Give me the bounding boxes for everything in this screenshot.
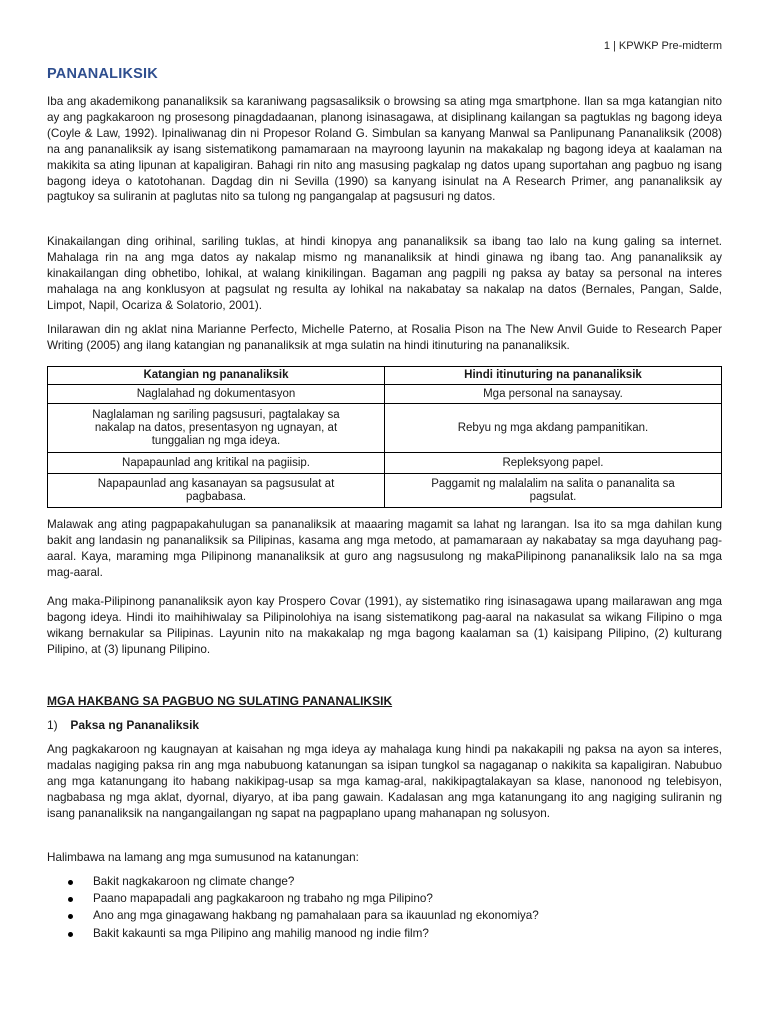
table-cell: Naglalaman ng sariling pagsusuri, pagtalakay sa nakalap na datos, presentasyon ng ugnayan, at tunggalian ng mga ideya. [48,404,385,453]
table-cell: Napapaunlad ang kritikal na pagiisip. [48,453,385,474]
section-heading: MGA HAKBANG SA PAGBUO NG SULATING PANANALIKSIK [47,694,393,708]
paragraph-paksa: Ang pagkakaroon ng kaugnayan at kaisahan ng mga ideya ay mahalaga kung hindi pa nakakapili ng paksa na ayon sa interes, madalas nagiging paksa rin ang mga nabubuong katanungan sa isipan tungkol sa nagaganap o nakikita sa kapaligiran. Nabubuo ang mga katanungang ito habang nakikipag-usap sa mga kamag-aral, nakikipagtalakayan sa klase, nanonood ng telebisyon, nagbabasa ng mga aklat, dyornal, diyaryo, at iba pang gawain. Kadalasan ang mga katanungang ito ang nagiging suliranin ng isang pananaliksik na nangangailangan ng sapat na pagpaplano upang mahanapan ng solusyon. [47,743,722,820]
paragraph-anvil-guide: Inilarawan din ng aklat nina Marianne Perfecto, Michelle Paterno, at Rosalia Pison na The New Anvil Guide to Research Paper Writing (2005) ang ilang katangian ng pananaliksik at mga sulatin na hindi itinuturing na pananaliksik. [47,323,722,352]
list-item [47,925,539,942]
list-item-text: Ano ang mga ginagawang hakbang ng pamahalaan para sa ikauunlad ng ekonomiya? [93,909,539,923]
paragraph-halimbawa: Halimbawa na lamang ang mga sumusunod na katanungan: [47,851,359,864]
bullet-icon [68,932,73,937]
comparison-table [47,366,722,508]
page-header: 1 | KPWKP Pre-midterm [603,40,722,52]
table-header-row [48,367,722,385]
list-item [47,873,539,890]
step-number: 1) [47,718,58,732]
table-cell: Naglalahad ng dokumentasyon [48,385,385,404]
table-cell: Repleksyong papel. [385,453,722,474]
list-item [47,890,539,907]
list-item-text: Bakit kakaunti sa mga Pilipino ang mahilig manood ng indie film? [93,926,429,940]
paragraph-intro: Iba ang akademikong pananaliksik sa karaniwang pagsasaliksik o browsing sa ating mga smartphone. Ilan sa mga katangian nito ay ang pagkakaroon ng prosesong pinagdadaanan, planong isinasagawa, at disiplinang kailangan sa pagtuklas ng bagong ideya (Coyle & Law, 1992). Ipinaliwanag din ni Propesor Roland G. Simbulan sa kanyang Manwal sa Panlipunang Pananaliksik (2008) na ang pananaliksik ay isang sistematikong pamamaraan na mayroong layunin na makakalap ng bagong ideya at kaalaman na makikita sa ating lipunan at kapaligiran. Bahagi rin nito ang masusing pagkalap ng datos upang suportahan ang pagbuo ng isang bagong ideya o katotohanan. Dagdag din ni Sevilla (1990) sa kanyang isinulat na A Research Primer, ang pananaliksik ay pagtukoy sa suliranin at paglutas nito sa tulong ng pangangalap at pagsusuri ng datos. [47,95,722,204]
table-cell: Paggamit ng malalalim na salita o pananalita sa pagsulat. [385,474,722,508]
step-label: Paksa ng Pananaliksik [70,718,200,732]
table-header-cell: Hindi itinuturing na pananaliksik [385,367,722,385]
question-list [47,873,539,942]
bullet-icon [68,880,73,885]
table-row [48,453,722,474]
paragraph-malawak: Malawak ang ating pagpapakahulugan sa pananaliksik at maaaring magamit sa lahat ng larangan. Isa ito sa mga dahilan kung bakit ang landasin ng pananaliksik sa Pilipinas, kasama ang mga metodo, at pamamaraan ay nakabatay sa mga dayuhang pag-aaral. Kaya, maraming mga Pilipinong mananaliksik at guro ang nagsusulong ng makaPilipinong pananaliksik lalo na sa mga mag-aaral. [47,518,722,579]
table-row [48,474,722,508]
list-item [47,907,539,924]
paragraph-maka-pilipino: Ang maka-Pilipinong pananaliksik ayon kay Prospero Covar (1991), ay sistematiko ring isinasagawa upang mailarawan ang mga bagong ideya. Hindi ito maihihiwalay sa Pilipinolohiya na isang sistematikong pag-aaral na nakasulat sa wikang Filipino o mga wikang bernakular sa Pilipinas. Layunin nito na makakalap ng mga bagong kaalaman sa (1) kaisipang Pilipino, (2) kulturang Pilipino, at (3) lipunang Pilipino. [47,595,722,656]
table-row [48,385,722,404]
list-item-text: Bakit nagkakaroon ng climate change? [93,875,295,888]
table-cell: Rebyu ng mga akdang pampanitikan. [385,404,722,453]
page-title: PANANALIKSIK [47,66,158,82]
list-item-text: Paano mapapadali ang pagkakaroon ng trabaho ng mga Pilipino? [93,892,433,906]
table-row [48,404,722,453]
table-header-cell: Katangian ng pananaliksik [48,367,385,385]
step-heading [47,718,199,732]
paragraph-orihinal: Kinakailangan ding orihinal, sariling tuklas, at hindi kinopya ang pananaliksik sa ibang tao lalo na kung galing sa internet. Mahalaga rin na ang mga datos ay nakalap mismo ng mananaliksik at hindi ginawa ng ibang tao. Ang pananaliksik ay kinakailangan ding obhetibo, lohikal, at walang kinikilingan. Bagaman ang pagpili ng paksa ay batay sa personal na interes mahalaga na ang konklusyon at pagsulat ng resulta ay lohikal na nakabatay sa nakalap na datos (Bernales, Pangan, Salde, Limpot, Napil, Ocariza & Solatorio, 2001). [47,235,722,312]
table-cell: Mga personal na sanaysay. [385,385,722,404]
table-cell: Napapaunlad ang kasanayan sa pagsusulat at pagbabasa. [48,474,385,508]
